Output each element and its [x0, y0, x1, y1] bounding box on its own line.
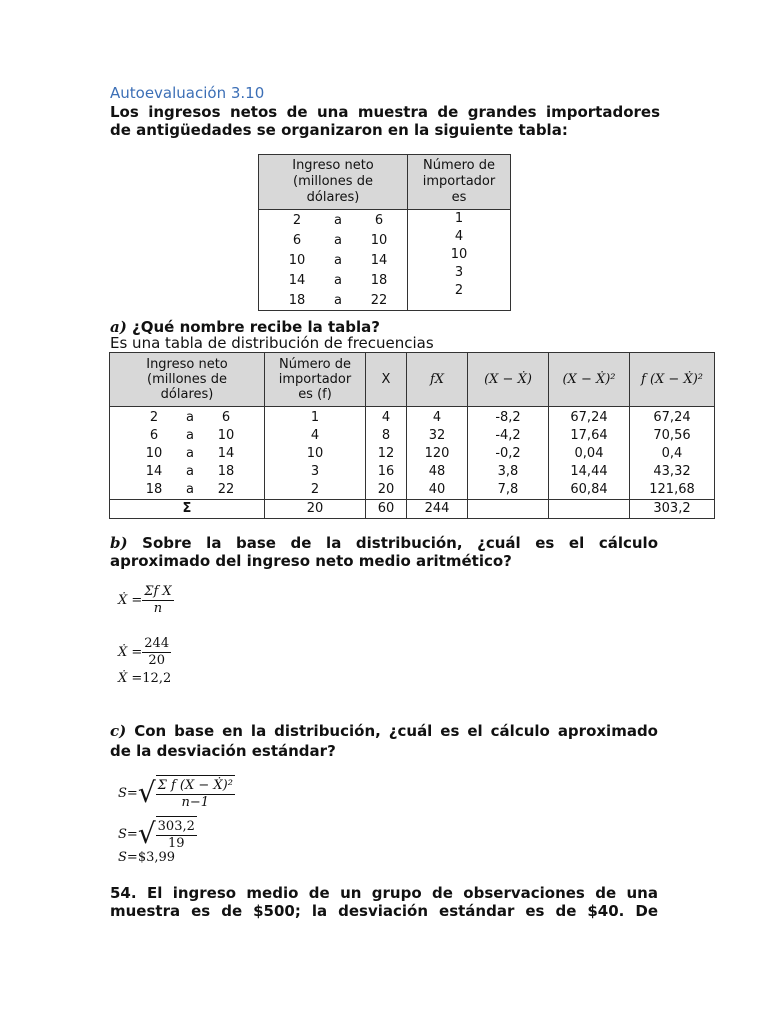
question-b-line-2: aproximado del ingreso neto medio aritmético?	[110, 552, 512, 570]
std-formula: S= √ $\frac{\text{Σ f (X − Ẋ)²}}{n-1}$	[118, 776, 233, 810]
mean-formula: Ẋ = $\frac{\text{Σf X}}{n}$	[118, 584, 172, 616]
header-f-dev-sq: f (X − Ẋ)²	[630, 353, 715, 407]
header-count: Número de importador es (f)	[265, 353, 366, 407]
sum-row: Σ 20 60 244 303,2	[110, 500, 715, 519]
mean-substitution: Ẋ = $\frac{244}{20}$	[118, 636, 170, 668]
section-title: Autoevaluación 3.10	[110, 84, 265, 102]
intro-line-1: Los ingresos netos de una muestra de grandes importadores	[110, 103, 660, 121]
square-root-icon: √ $\frac{303,2}{19}$	[137, 817, 195, 851]
header-income: Ingreso neto (millones de dólares)	[110, 353, 265, 407]
header-x: X	[366, 353, 407, 407]
std-result: S= $3,99	[118, 850, 176, 865]
importer-counts: 1 4 10 3 2	[408, 210, 511, 311]
frequency-table	[109, 352, 715, 519]
question-b-line-1: b) Sobre la base de la distribución, ¿cuál es el cálculo	[110, 534, 658, 552]
table-row: 10 a 14 10 12 120 -0,2 0,04 0,4	[110, 445, 715, 463]
table-row: 14 a 18 3 16 48 3,8 14,44 43,32	[110, 463, 715, 481]
mean-fraction: $\frac{\text{Σf X}}{n}$	[144, 584, 172, 616]
table-row: 2 a 6 1 4 4 -8,2 67,24 67,24	[110, 407, 715, 428]
header-count: Número de importador es	[408, 155, 511, 210]
answer-a: Es una tabla de distribución de frecuencias	[110, 334, 434, 352]
header-fx: fX	[407, 353, 468, 407]
range-row: 14 a 18	[288, 273, 388, 288]
income-table	[258, 154, 511, 311]
header-dev-sq: (X − Ẋ)²	[549, 353, 630, 407]
table-row: 6 a 10 4 8 32 -4,2 17,64 70,56	[110, 427, 715, 445]
problem-54-line-1: 54. El ingreso medio de un grupo de observaciones de una	[110, 884, 658, 902]
mean-fraction-values: $\frac{244}{20}$	[144, 636, 170, 668]
range-row: 2 a 6	[292, 213, 384, 228]
problem-54-line-2: muestra es de $500; la desviación estándar es de $40. De	[110, 902, 658, 920]
range-row: 18 a 22	[288, 293, 388, 308]
question-c-line-2: de la desviación estándar?	[110, 742, 336, 760]
header-income: Ingreso neto (millones de dólares)	[259, 155, 408, 210]
income-ranges	[259, 210, 408, 311]
question-c-line-1: c) Con base en la distribución, ¿cuál es el cálculo aproximado	[110, 722, 658, 740]
intro-line-2: de antigüedades se organizaron en la siguiente tabla:	[110, 121, 568, 139]
range-row: 10 a 14	[288, 253, 388, 268]
header-dev: (X − Ẋ)	[468, 353, 549, 407]
table-row: 18 a 22 2 20 40 7,8 60,84 121,68	[110, 481, 715, 500]
square-root-icon: √ $\frac{\text{Σ f (X − Ẋ)²}}{n-1}$	[137, 776, 233, 810]
mean-result: Ẋ = 12,2	[118, 671, 172, 686]
question-a: a) ¿Qué nombre recibe la tabla?	[110, 318, 380, 336]
std-substitution: S= √ $\frac{303,2}{19}$	[118, 817, 195, 851]
range-row: 6 a 10	[292, 233, 388, 248]
